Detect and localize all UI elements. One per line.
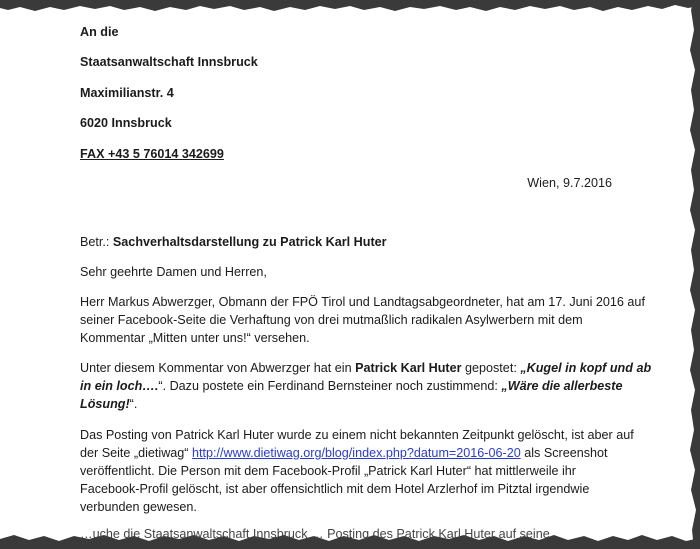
p2-text: “. [129, 397, 138, 411]
address-line-2: Staatsanwaltschaft Innsbruck [80, 55, 258, 69]
p3-line-4: Facebook-Profil gelöscht, ist aber offensichtlich mit dem Hotel Arzlerhof im Pitztal irgendwie [80, 482, 590, 496]
p2-quote: Lösung! [80, 397, 130, 411]
fax-number: FAX +43 5 76014 342699 [80, 147, 224, 161]
p2-line-1 [80, 360, 651, 376]
p3-text: als Screenshot [520, 446, 608, 460]
p3-text: der Seite „dietiwag“ [80, 446, 192, 460]
salutation: Sehr geehrte Damen und Herren, [80, 265, 267, 279]
p1-line-2: seiner Facebook-Seite die Verhaftung von drei mutmaßlich radikalen Asylwerbern mit dem [80, 313, 583, 327]
p2-text: “. Dazu postete ein Ferdinand Bernsteiner noch zustimmend: [158, 379, 502, 393]
p2-line-2 [80, 378, 622, 394]
subject-text: Sachverhaltsdarstellung zu Patrick Karl Huter [112, 235, 387, 249]
p2-text: gepostet: [461, 361, 521, 375]
address-line-4: 6020 Innsbruck [80, 116, 172, 130]
p2-quote: in ein loch…. [80, 379, 159, 393]
subject-line [80, 234, 387, 250]
address-line-3: Maximilianstr. 4 [80, 86, 174, 100]
p2-quote: „Wäre die allerbeste [501, 379, 623, 393]
p2-name: Patrick Karl Huter [355, 361, 462, 375]
p3-line-2 [80, 445, 608, 461]
dietiwag-link[interactable]: http://www.dietiwag.org/blog/index.php?datum=2016-06-20 [192, 446, 521, 460]
address-line-1: An die [80, 25, 119, 39]
p3-line-5: verbunden gewesen. [80, 500, 197, 514]
p1-line-1: Herr Markus Abwerzger, Obmann der FPÖ Tirol und Landtagsabgeordneter, hat am 17. Juni 2016 auf [80, 295, 645, 309]
p2-quote: „Kugel in kopf und ab [520, 361, 652, 375]
p2-text: Unter diesem Kommentar von Abwerzger hat ein [80, 361, 356, 375]
letter-date: Wien, 9.7.2016 [527, 176, 612, 190]
p3-line-1: Das Posting von Patrick Karl Huter wurde zu einem nicht bekannten Zeitpunkt gelöscht, ist aber auf [80, 428, 634, 442]
p1-line-3: Kommentar „Mitten unter uns!“ versehen. [80, 331, 310, 345]
subject-prefix: Betr.: [80, 235, 110, 249]
p2-line-3 [80, 396, 137, 412]
p3-line-3: veröffentlicht. Die Person mit dem Facebook-Profil „Patrick Karl Huter“ hat mittlerweile ihr [80, 464, 576, 478]
cut-off-line: …uche die Staatsanwaltschaft Innsbruck … Posting des Patrick Karl Huter auf seine [80, 527, 550, 541]
